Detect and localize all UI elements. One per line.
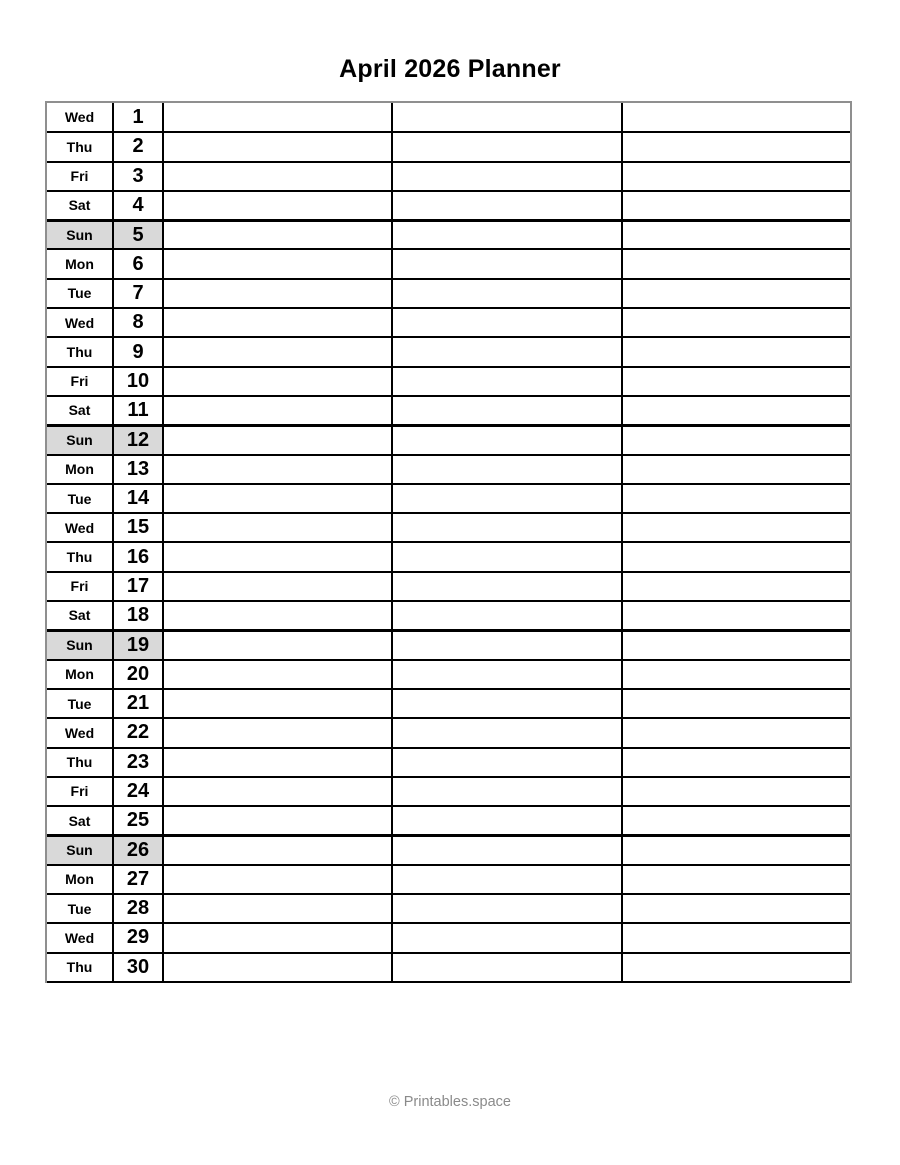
note-cell (622, 572, 850, 601)
table-row (47, 953, 850, 982)
note-cell (163, 689, 392, 718)
note-cell (622, 894, 850, 923)
note-cell (163, 601, 392, 630)
day-name-cell: Thu (47, 953, 113, 982)
note-cell (622, 718, 850, 747)
note-cell (392, 689, 622, 718)
note-cell (622, 162, 850, 191)
note-cell (163, 923, 392, 952)
planner-table-body (47, 103, 850, 982)
note-cell (392, 748, 622, 777)
day-name-cell: Sun (47, 425, 113, 454)
day-name-cell: Sat (47, 191, 113, 220)
day-number-cell: 15 (113, 513, 163, 542)
table-row (47, 191, 850, 220)
day-name-cell: Wed (47, 308, 113, 337)
day-number-cell: 23 (113, 748, 163, 777)
note-cell (163, 249, 392, 278)
note-cell (392, 572, 622, 601)
note-cell (622, 279, 850, 308)
note-cell (163, 396, 392, 425)
note-cell (163, 220, 392, 249)
note-cell (163, 777, 392, 806)
note-cell (163, 748, 392, 777)
day-name-cell: Wed (47, 718, 113, 747)
note-cell (392, 191, 622, 220)
note-cell (392, 953, 622, 982)
note-cell (392, 367, 622, 396)
day-number-cell: 3 (113, 162, 163, 191)
note-cell (622, 953, 850, 982)
table-row (47, 835, 850, 864)
day-number-cell: 24 (113, 777, 163, 806)
day-number-cell: 20 (113, 660, 163, 689)
day-name-cell: Wed (47, 103, 113, 132)
note-cell (622, 337, 850, 366)
day-number-cell: 2 (113, 132, 163, 161)
note-cell (392, 630, 622, 659)
day-name-cell: Sat (47, 601, 113, 630)
note-cell (392, 132, 622, 161)
day-number-cell: 25 (113, 806, 163, 835)
day-number-cell: 6 (113, 249, 163, 278)
note-cell (622, 689, 850, 718)
planner-table-frame (45, 101, 852, 983)
note-cell (622, 601, 850, 630)
note-cell (163, 660, 392, 689)
day-name-cell: Fri (47, 572, 113, 601)
day-number-cell: 13 (113, 455, 163, 484)
note-cell (392, 894, 622, 923)
note-cell (622, 630, 850, 659)
day-number-cell: 16 (113, 542, 163, 571)
note-cell (392, 103, 622, 132)
table-row (47, 542, 850, 571)
note-cell (622, 660, 850, 689)
day-name-cell: Wed (47, 923, 113, 952)
note-cell (392, 249, 622, 278)
day-number-cell: 9 (113, 337, 163, 366)
note-cell (163, 367, 392, 396)
day-name-cell: Tue (47, 484, 113, 513)
note-cell (622, 484, 850, 513)
note-cell (622, 923, 850, 952)
note-cell (392, 542, 622, 571)
table-row (47, 220, 850, 249)
table-row (47, 162, 850, 191)
note-cell (622, 835, 850, 864)
note-cell (392, 396, 622, 425)
day-name-cell: Mon (47, 249, 113, 278)
day-name-cell: Sat (47, 806, 113, 835)
day-name-cell: Sun (47, 835, 113, 864)
day-number-cell: 29 (113, 923, 163, 952)
note-cell (622, 191, 850, 220)
day-number-cell: 1 (113, 103, 163, 132)
note-cell (622, 396, 850, 425)
table-row (47, 103, 850, 132)
table-row (47, 923, 850, 952)
note-cell (163, 191, 392, 220)
day-number-cell: 19 (113, 630, 163, 659)
table-row (47, 660, 850, 689)
note-cell (622, 542, 850, 571)
day-number-cell: 18 (113, 601, 163, 630)
table-row (47, 132, 850, 161)
note-cell (163, 806, 392, 835)
note-cell (163, 865, 392, 894)
day-number-cell: 5 (113, 220, 163, 249)
note-cell (392, 660, 622, 689)
note-cell (392, 337, 622, 366)
note-cell (392, 308, 622, 337)
note-cell (163, 132, 392, 161)
table-row (47, 777, 850, 806)
note-cell (392, 484, 622, 513)
note-cell (392, 279, 622, 308)
day-name-cell: Sat (47, 396, 113, 425)
note-cell (163, 513, 392, 542)
note-cell (392, 806, 622, 835)
day-name-cell: Thu (47, 542, 113, 571)
table-row (47, 513, 850, 542)
day-name-cell: Mon (47, 455, 113, 484)
note-cell (163, 835, 392, 864)
planner-table (47, 103, 850, 983)
table-row (47, 748, 850, 777)
note-cell (392, 923, 622, 952)
note-cell (622, 132, 850, 161)
note-cell (622, 103, 850, 132)
note-cell (622, 777, 850, 806)
table-row (47, 484, 850, 513)
day-name-cell: Tue (47, 894, 113, 923)
note-cell (392, 425, 622, 454)
table-row (47, 367, 850, 396)
note-cell (392, 455, 622, 484)
table-row (47, 689, 850, 718)
note-cell (392, 601, 622, 630)
day-name-cell: Thu (47, 337, 113, 366)
day-number-cell: 22 (113, 718, 163, 747)
note-cell (622, 748, 850, 777)
day-number-cell: 30 (113, 953, 163, 982)
table-row (47, 308, 850, 337)
note-cell (163, 953, 392, 982)
table-row (47, 630, 850, 659)
day-name-cell: Sun (47, 630, 113, 659)
table-row (47, 601, 850, 630)
day-number-cell: 7 (113, 279, 163, 308)
note-cell (163, 103, 392, 132)
day-name-cell: Wed (47, 513, 113, 542)
note-cell (392, 835, 622, 864)
note-cell (622, 806, 850, 835)
table-row (47, 894, 850, 923)
note-cell (622, 455, 850, 484)
note-cell (622, 425, 850, 454)
note-cell (163, 279, 392, 308)
note-cell (622, 865, 850, 894)
table-row (47, 279, 850, 308)
table-row (47, 806, 850, 835)
day-number-cell: 12 (113, 425, 163, 454)
table-row (47, 572, 850, 601)
day-number-cell: 4 (113, 191, 163, 220)
note-cell (163, 425, 392, 454)
note-cell (622, 249, 850, 278)
day-name-cell: Mon (47, 660, 113, 689)
day-name-cell: Tue (47, 279, 113, 308)
page-title: April 2026 Planner (339, 55, 561, 83)
note-cell (622, 220, 850, 249)
day-number-cell: 21 (113, 689, 163, 718)
table-row (47, 455, 850, 484)
day-name-cell: Fri (47, 162, 113, 191)
day-name-cell: Mon (47, 865, 113, 894)
note-cell (622, 513, 850, 542)
note-cell (163, 718, 392, 747)
day-name-cell: Tue (47, 689, 113, 718)
footer-credit: © Printables.space (389, 1094, 511, 1110)
day-number-cell: 27 (113, 865, 163, 894)
note-cell (392, 162, 622, 191)
note-cell (392, 220, 622, 249)
note-cell (163, 308, 392, 337)
day-name-cell: Thu (47, 748, 113, 777)
note-cell (163, 894, 392, 923)
note-cell (622, 367, 850, 396)
note-cell (163, 572, 392, 601)
note-cell (392, 865, 622, 894)
day-number-cell: 11 (113, 396, 163, 425)
note-cell (163, 455, 392, 484)
note-cell (163, 162, 392, 191)
day-number-cell: 26 (113, 835, 163, 864)
day-name-cell: Thu (47, 132, 113, 161)
table-row (47, 865, 850, 894)
note-cell (392, 718, 622, 747)
day-name-cell: Fri (47, 777, 113, 806)
note-cell (622, 308, 850, 337)
day-number-cell: 17 (113, 572, 163, 601)
table-row (47, 337, 850, 366)
note-cell (392, 777, 622, 806)
day-number-cell: 14 (113, 484, 163, 513)
note-cell (163, 337, 392, 366)
note-cell (163, 630, 392, 659)
table-row (47, 718, 850, 747)
day-number-cell: 28 (113, 894, 163, 923)
day-name-cell: Sun (47, 220, 113, 249)
table-row (47, 249, 850, 278)
note-cell (163, 484, 392, 513)
note-cell (392, 513, 622, 542)
day-number-cell: 8 (113, 308, 163, 337)
table-row (47, 425, 850, 454)
table-row (47, 396, 850, 425)
day-name-cell: Fri (47, 367, 113, 396)
note-cell (163, 542, 392, 571)
day-number-cell: 10 (113, 367, 163, 396)
